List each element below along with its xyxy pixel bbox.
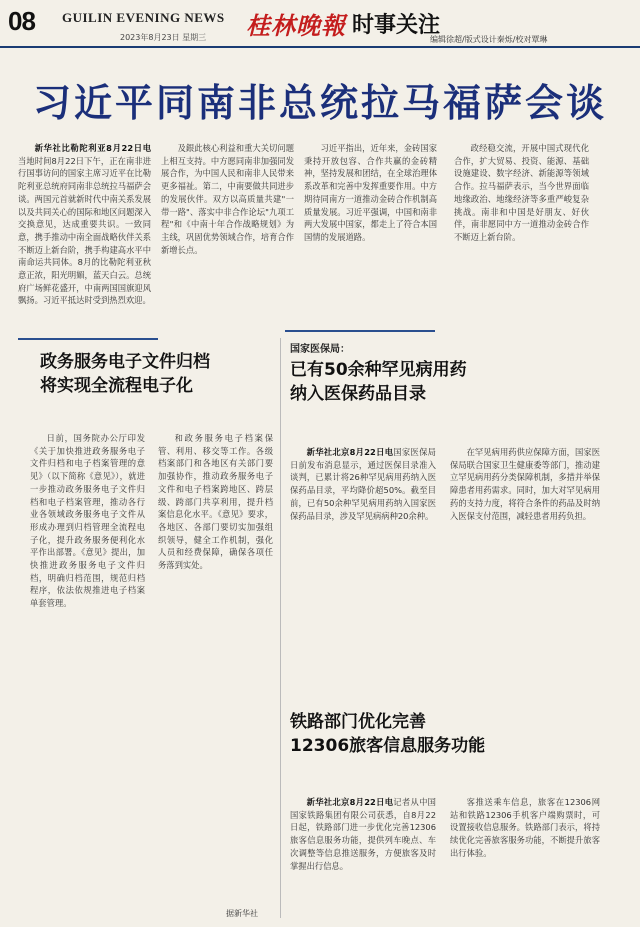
story1-column-3 — [304, 142, 437, 310]
story1-column-4 — [454, 142, 589, 310]
story1-col4-text: 政经稳交流，开展中国式现代化合作，扩大贸易、投资、能源、基础设施建设、数字经济、新能源等领域合作。拉马福萨表示，当今世界面临地缘政治、地缘经济等多重严峻复杂挑战。南非和中国是好朋友、好伙伴，南非愿同中方一道推动金砖合作不断迈上新台阶。 — [454, 143, 589, 242]
story3-top-rule — [285, 330, 435, 332]
story4-dateline: 新华社北京8月22日电 — [306, 797, 394, 807]
page-number: 08 — [8, 6, 35, 36]
header-divider — [0, 46, 640, 48]
story1-col1-text: 当地时间8月22日下午，正在南非进行国事访问的国家主席习近平在比勒陀利亚总统府同南非总统拉马福萨会谈。两国元首就新时代中南关系发展以及共同关心的国际和地区问题深入交换意见，达成重要共识。一致同意，携手推动中南全面战略伙伴关系不断迈上新台阶，携手构建高水平中南命运共同体。8月的比勒陀利亚秋意正浓，阳光明媚，蓝天白云。总统府广场鲜花盛开，中南两国国旗迎风飘扬。习近平抵达时受到热烈欢迎。 — [18, 155, 151, 306]
paper-name: GUILIN EVENING NEWS — [62, 10, 225, 25]
main-headline: 习近平同南非总统拉马福萨会谈 — [32, 81, 607, 125]
story2-source: 据新华社 — [226, 909, 258, 918]
story4-title-line-2: 12306旅客信息服务功能 — [290, 736, 486, 756]
story4-column-2 — [450, 796, 600, 920]
story2-title-line-1: 政务服务电子文件归档 — [40, 352, 210, 372]
issue-date: 2023年8月23日 星期三 — [120, 33, 207, 42]
story2-col1-text: 日前，国务院办公厅印发《关于加快推进政务服务电子文件归档和电子档案管理的意见》（以下简称《意见》），就进一步推动政务服务电子文件归档和电子档案管理，推动各行业各领域政务服务电子文件从形成办理到归档管理全流程电子化，提升政务服务便利化水平作出部署。《意见》提出，加快推进政务服务电子文件归档，明确归档范围，规范归档程序，依法依规推进电子档案单套管理。 — [30, 433, 145, 609]
story4-title — [290, 710, 610, 758]
story1-col2-text: 及銀此核心利益和重大关切问题上相互支持。中方愿同南非加强同发展合作，为中国人民和南非人民带来更多福祉。第二，中南要做共同进步的发展伙伴。双方以高质量共建"一带一路"、落实中非合作论坛"九项工程"和《中南十年合作战略规划》为主线，巩固优势领域合作，培育合作新增长点。 — [161, 143, 294, 255]
story2-title — [40, 350, 280, 398]
story3-col1-text: 国家医保局日前发布消息显示，通过医保目录准入谈判，已累计将26种罕见病用药纳入医保药品目录，平均降价超50%。截至目前，已有50余种罕见病用药纳入国家医保药品目录，涉及罕见病病种20余种。 — [290, 447, 436, 521]
story1-col3-text: 习近平指出，近年来，金砖国家秉持开放包容、合作共赢的金砖精神，坚持发展和团结，在全球治理体系改革和完善中发挥重要作用。中方期待同南方一道推动金砖合作机制高质量发展。习近平强调，中国和南非两大发展中国家，都走上了符合本国国情的发展道路。 — [304, 143, 437, 242]
story3-title-line-1: 已有50余种罕见病用药 — [290, 360, 467, 380]
story1-column-2 — [161, 142, 294, 310]
newspaper-logo: 桂林晚報 — [246, 11, 346, 40]
story3-col2-text: 在罕见病用药供应保障方面，国家医保局联合国家卫生健康委等部门，推动建立罕见病用药分类保障机制，多措并举保障患者用药需求。同时，加大对罕见病用药的支持力度，将符合条件的药品及时纳入医保支付范围，减轻患者用药负担。 — [450, 447, 600, 521]
story2-title-line-2: 将实现全流程电子化 — [40, 376, 193, 396]
story3-title — [290, 358, 610, 406]
story4-column-1 — [290, 796, 436, 920]
story3-kicker: 国家医保局： — [290, 344, 350, 355]
story4-col2-text: 客推送乘车信息，旅客在12306网站和铁路12306手机客户端购票时，可设置接收信息服务。铁路部门表示，将持续优化完善旅客服务功能，不断提升旅客出行体验。 — [450, 797, 600, 858]
story3-title-line-2: 纳入医保药品目录 — [290, 384, 426, 404]
story4-title-line-1: 铁路部门优化完善 — [290, 712, 426, 732]
story1-dateline: 新华社比勒陀利亚8月22日电 — [34, 143, 151, 153]
story2-col2-text: 和政务服务电子档案保管、利用、移交等工作。各级档案部门和各地区有关部门要加强协作，推动政务服务电子文件和电子档案跨地区、跨层级、跨部门共享利用，提升档案信息化水平。《意见》要求，各地区、各部门要切实加强组织领导，健全工作机制，强化人员和经费保障，确保各项任务落到实处。 — [158, 433, 273, 571]
story3-dateline: 新华社北京8月22日电 — [306, 447, 394, 457]
editor-credits: 编辑徐超/版式设计秦烁/校对覃琳 — [430, 35, 548, 44]
story3-column-2 — [450, 446, 600, 696]
story4-col1-text: 记者从中国国家铁路集团有限公司获悉，自8月22日起，铁路部门进一步优化完善12306旅客信息服务功能，提供列车晚点、车次调整等信息推送服务，方便旅客及时掌握出行信息。 — [290, 797, 436, 871]
story2-top-rule — [18, 338, 158, 340]
story3-column-1 — [290, 446, 436, 696]
story1-column-1 — [18, 142, 151, 310]
column-divider — [280, 338, 281, 918]
section-title: 时事关注 — [352, 13, 441, 38]
story2-column-1 — [30, 432, 145, 917]
story2-column-2 — [158, 432, 273, 917]
